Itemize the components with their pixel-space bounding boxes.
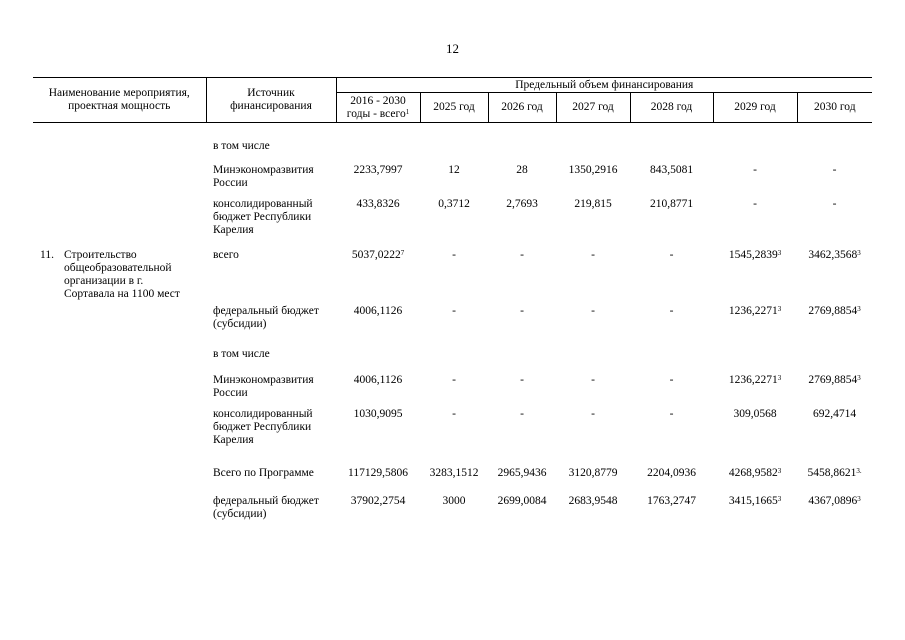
value-cell: 37902,2754 (350, 494, 406, 507)
footnote-marker: 3 (777, 248, 782, 257)
value-cell: 1236,2271$^3$ (728, 304, 782, 317)
page-number: 12 (446, 41, 459, 56)
value-cell: 2683,9548 (568, 494, 618, 507)
table-row (33, 370, 872, 404)
value-cell: 2769,8854$^3$ (808, 373, 861, 386)
value-cell: 4006,1126 (353, 304, 403, 317)
value-cell: - (591, 248, 595, 261)
value-cell (488, 344, 556, 370)
value-cell (420, 123, 488, 160)
value-cell: - (452, 304, 456, 317)
value-cell: - (832, 163, 837, 176)
funding-source: Минэкономразвития России (213, 163, 314, 189)
value-cell: - (452, 373, 456, 386)
table-row (33, 194, 872, 245)
event-name-cell (33, 301, 206, 344)
event-name-cell (33, 245, 206, 301)
value-cell: 4367,0896$^3$ (808, 494, 861, 507)
footnote-marker: 3 (777, 466, 782, 475)
value-cell (797, 123, 872, 160)
value-cell: - (520, 248, 524, 261)
value-cell: 2204,0936 (647, 466, 696, 479)
value-cell: - (753, 163, 757, 176)
table-row (33, 160, 872, 194)
event-name: Строительство общеобразовательной организации в г. Сортавала на 1100 мест (64, 248, 180, 300)
event-name-cell (33, 370, 206, 404)
funding-source: Минэкономразвития России (213, 373, 314, 399)
value-cell (556, 344, 630, 370)
value-cell (420, 344, 488, 370)
table-row (33, 301, 872, 344)
value-cell: 3283,1512 (429, 466, 479, 479)
value-cell: 4006,1126 (353, 373, 403, 386)
event-name-cell (33, 194, 206, 245)
value-cell (713, 344, 797, 370)
funding-source: федеральный бюджет (субсидии) (213, 304, 319, 330)
value-cell: 117129,5806 (348, 466, 408, 479)
footnote-marker: 3 (857, 373, 861, 382)
value-cell: 1236,2271$^3$ (728, 373, 782, 386)
value-cell: - (669, 304, 674, 317)
funding-source: федеральный бюджет (субсидии) (213, 494, 319, 520)
value-cell: 1030,9095 (353, 407, 403, 420)
value-cell: - (520, 304, 524, 317)
footnote-marker: 3 (857, 248, 861, 257)
value-cell: - (452, 248, 456, 261)
value-cell: 210,8771 (649, 197, 694, 210)
value-cell: 0,3712 (438, 197, 470, 210)
value-cell (630, 123, 713, 160)
footnote-marker: 7 (400, 248, 405, 257)
table-row (33, 123, 872, 160)
value-cell: - (591, 373, 595, 386)
value-cell: 3415,1665$^3$ (728, 494, 782, 507)
value-cell: 28 (516, 163, 528, 176)
funding-source: консолидированный бюджет Республики Карелия (213, 407, 313, 446)
footnote-marker: 3 (777, 494, 782, 503)
event-name-cell (33, 463, 206, 491)
footnote-marker: 3 (857, 304, 861, 313)
event-number: 11. (40, 248, 54, 261)
value-cell (336, 344, 420, 370)
value-cell: - (753, 197, 757, 210)
header-year: 2027 год (556, 93, 630, 123)
header-year: 2030 год (797, 93, 872, 123)
value-cell: - (520, 407, 524, 420)
value-cell: - (669, 407, 674, 420)
table-row (33, 344, 872, 370)
value-cell: 2699,0084 (497, 494, 547, 507)
funding-source: Всего по Программе (213, 466, 314, 479)
footnote-marker: 3 (777, 304, 782, 313)
table-row (33, 463, 872, 491)
footnote-marker: 3 (857, 494, 861, 503)
header-source: Источник финансирования (206, 78, 336, 123)
value-cell (630, 344, 713, 370)
value-cell (797, 344, 872, 370)
value-cell: - (669, 373, 674, 386)
value-cell: 3000 (442, 494, 466, 507)
value-cell: 692,4714 (812, 407, 857, 420)
event-name-cell (33, 404, 206, 463)
value-cell: 433,8326 (356, 197, 400, 210)
header-year: 2025 год (420, 93, 488, 123)
financing-table (33, 77, 872, 531)
footnote-marker: 3. (856, 466, 862, 475)
value-cell (713, 123, 797, 160)
header-year: 2026 год (488, 93, 556, 123)
event-name-cell (33, 123, 206, 160)
value-cell: 843,5081 (649, 163, 694, 176)
value-cell: 12 (448, 163, 460, 176)
value-cell: - (669, 248, 674, 261)
value-cell: 4268,9582$^3$ (728, 466, 782, 479)
value-cell: 3462,3568$^3$ (808, 248, 861, 261)
value-cell: - (452, 407, 456, 420)
header-financing-group: Предельный объем финансирования (336, 78, 872, 93)
value-cell: 1763,2747 (647, 494, 696, 507)
table-body (33, 123, 872, 531)
value-cell: 1545,2839$^3$ (728, 248, 782, 261)
funding-source: всего (213, 248, 239, 261)
table-row (33, 491, 872, 531)
value-cell (556, 123, 630, 160)
header-total: 2016 - 2030 годы - всего$^1$ (336, 93, 420, 123)
funding-source: в том числе (213, 347, 270, 360)
header-year: 2029 год (713, 93, 797, 123)
value-cell: 219,815 (574, 197, 612, 210)
value-cell: - (520, 373, 524, 386)
table-row (33, 404, 872, 463)
value-cell (488, 123, 556, 160)
value-cell: 309,0568 (733, 407, 777, 420)
value-cell: - (832, 197, 837, 210)
value-cell: - (591, 304, 595, 317)
footnote-marker: 3 (777, 373, 782, 382)
value-cell (336, 123, 420, 160)
value-cell: 2,7693 (506, 197, 538, 210)
value-cell: 2769,8854$^3$ (808, 304, 861, 317)
event-name-cell (33, 491, 206, 531)
value-cell: $5458,8621^{3.}$ (807, 466, 862, 479)
event-name-cell (33, 160, 206, 194)
table-row (33, 245, 872, 301)
value-cell: - (591, 407, 595, 420)
value-cell: 5037,0222$^7$ (351, 248, 405, 261)
funding-source: в том числе (213, 140, 270, 152)
header-name: Наименование мероприятия, проектная мощность (33, 78, 206, 123)
value-cell: 2965,9436 (497, 466, 547, 479)
funding-source: консолидированный бюджет Республики Карелия (213, 197, 313, 236)
value-cell: 1350,2916 (568, 163, 618, 176)
event-name-cell (33, 344, 206, 370)
value-cell: 3120,8779 (568, 466, 618, 479)
header-year: 2028 год (630, 93, 713, 123)
value-cell: 2233,7997 (353, 163, 403, 176)
